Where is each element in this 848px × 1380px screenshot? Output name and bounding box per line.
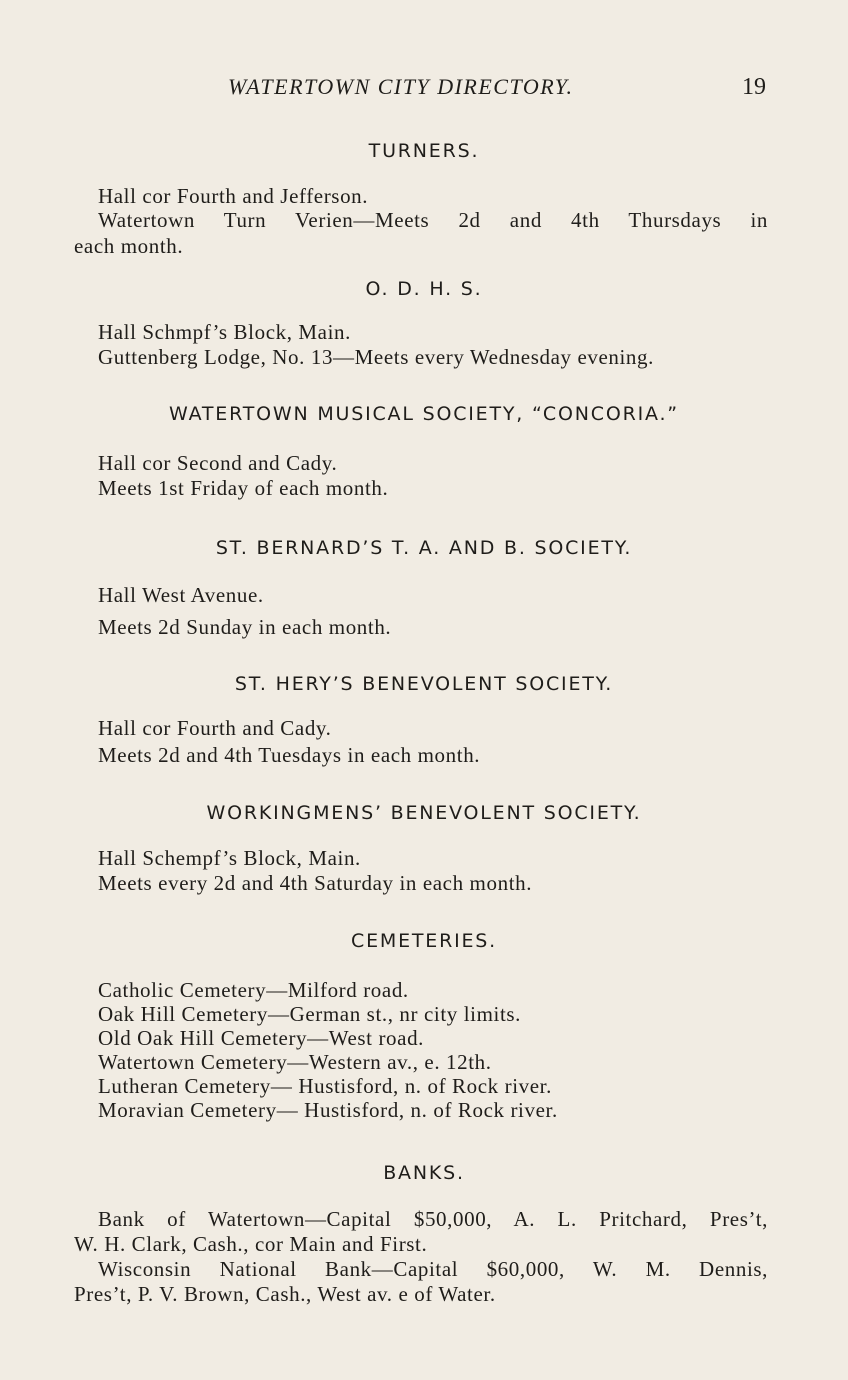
section-line: Hall cor Fourth and Cady. (98, 716, 332, 740)
section-line: Hall Schempf’s Block, Main. (98, 846, 361, 870)
section-heading-st-herys: ST. HERY’S BENEVOLENT SOCIETY. (234, 673, 614, 695)
section-line: Meets 1st Friday of each month. (98, 476, 389, 500)
section-line: Hall West Avenue. (98, 583, 264, 607)
section-heading-cemeteries: CEMETERIES. (351, 930, 497, 952)
section-line: each month. (74, 234, 184, 258)
section-line: W. H. Clark, Cash., cor Main and First. (74, 1232, 428, 1256)
section-line: Oak Hill Cemetery—German st., nr city limits. (98, 1002, 522, 1026)
section-heading-st-bernards: ST. BERNARD’S T. A. AND B. SOCIETY. (215, 537, 633, 559)
section-line: Hall cor Fourth and Jefferson. (98, 184, 369, 208)
section-heading-odhs: O. D. H. S. (365, 278, 483, 300)
running-head (0, 74, 848, 110)
section-line: Hall cor Second and Cady. (98, 451, 338, 475)
running-title: WATERTOWN CITY DIRECTORY. (228, 74, 574, 99)
section-line: Pres’t, P. V. Brown, Cash., West av. e of Water. (74, 1282, 496, 1306)
page-number: 19 (742, 74, 766, 100)
section-heading-banks: BANKS. (383, 1162, 465, 1184)
section-line: Watertown Turn Verien—Meets 2d and 4th Thursdays in (98, 208, 768, 232)
section-line: Watertown Cemetery—Western av., e. 12th. (98, 1050, 492, 1074)
section-line: Guttenberg Lodge, No. 13—Meets every Wednesday evening. (98, 345, 654, 369)
section-line: Wisconsin National Bank—Capital $60,000, W. M. Dennis, (98, 1257, 768, 1281)
section-line: Meets every 2d and 4th Saturday in each month. (98, 871, 533, 895)
section-line: Hall Schmpf’s Block, Main. (98, 320, 351, 344)
section-line: Lutheran Cemetery— Hustisford, n. of Rock river. (98, 1074, 552, 1098)
section-line: Moravian Cemetery— Hustisford, n. of Rock river. (98, 1098, 558, 1122)
section-heading-musical-society: WATERTOWN MUSICAL SOCIETY, “CONCORIA.” (169, 403, 679, 425)
section-line: Catholic Cemetery—Milford road. (98, 978, 409, 1002)
section-heading-turners: TURNERS. (368, 140, 480, 162)
section-line: Meets 2d and 4th Tuesdays in each month. (98, 743, 481, 767)
section-heading-workingmens: WORKINGMENS’ BENEVOLENT SOCIETY. (206, 802, 642, 824)
section-line: Old Oak Hill Cemetery—West road. (98, 1026, 425, 1050)
section-line: Bank of Watertown—Capital $50,000, A. L. Pritchard, Pres’t, (98, 1207, 768, 1231)
section-line: Meets 2d Sunday in each month. (98, 615, 392, 639)
